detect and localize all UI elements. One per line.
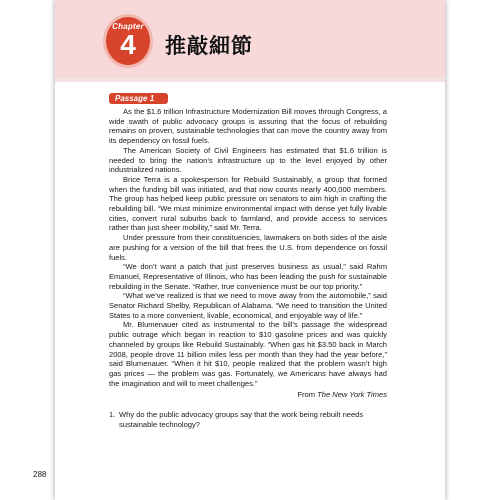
passage-body [109,107,387,430]
question-number: 1. [109,410,116,420]
paragraph: The American Society of Civil Engineers has estimated that $1.6 trillion is needed to bring the nation’s infrastructure up to the level enjoyed by other industrialized nations. [109,145,387,175]
question-block [109,410,387,429]
paragraph: “We don’t want a patch that just preserves business as usual,” said Rahm Emanuel, Representative of Illinois, who has been leading the push for sustainable rebuilding in the Senate. “Rather, true convenience must be our top priority.” [109,262,387,291]
chapter-badge [103,14,153,68]
source-title: The New York Times [317,390,387,400]
paragraph: Mr. Blumenauer cited as instrumental to the bill’s passage the widespread public outrage which began in reaction to $10 gasoline prices and was quickly channeled by groups like Rebuild Sustainably. “When gas hit $3.50 back in March 2008, people drove 11 billion miles less per month than they had the year before,” said Blumenauer. “When it hit $10, people realized that the problem wasn’t high gas prices — the problem was gas. Fortunately, we Americans have always had the imagination and will to meet challenges.” [109,320,387,388]
source-prefix: From [297,390,318,400]
book-page [55,0,445,500]
paragraph: Brice Terra is a spokesperson for Rebuild Sustainably, a group that formed when the funding bill was initiated, and that now counts nearly 400,000 members. The group has helped keep public pressure on senators to aim high in crafting the rebuilding bill. “We must minimize environmental impact with dense yet fully livable cities, convert rural suburbs back to farmland, and provide access to services rather than just sheer mobility,” said Mr. Terra. [109,174,387,233]
source-citation [109,390,387,400]
paragraph: “What we’ve realized is that we need to move away from the automobile,” said Senator Richard Shelby, Republican of Alabama. “We need to transition the United States to a more convenient, livable, economical, and enjoyable way of life.” [109,291,387,320]
page-number: 288 [33,470,47,479]
passage-label: Passage 1 [109,93,168,104]
chapter-title: 推敲細節 [165,34,253,58]
question-text: Why do the public advocacy groups say that the work being rebuilt needs sustainable technology? [119,410,364,429]
question-1 [109,410,387,429]
paragraph: Under pressure from their constituencies, lawmakers on both sides of the aisle are pushing for a version of the bill that frees the U.S. from dependence on fossil fuels. [109,233,387,262]
header-divider [55,78,445,82]
chapter-number: 4 [120,29,136,60]
chapter-word: Chapter [112,22,144,31]
paragraph: As the $1.6 trillion Infrastructure Modernization Bill moves through Congress, a wide swath of public advocacy groups is assuring that the focus of rebuilding remains on proven, sustainable technologies that can move the country away from its dependency on fossil fuels. [109,107,387,146]
